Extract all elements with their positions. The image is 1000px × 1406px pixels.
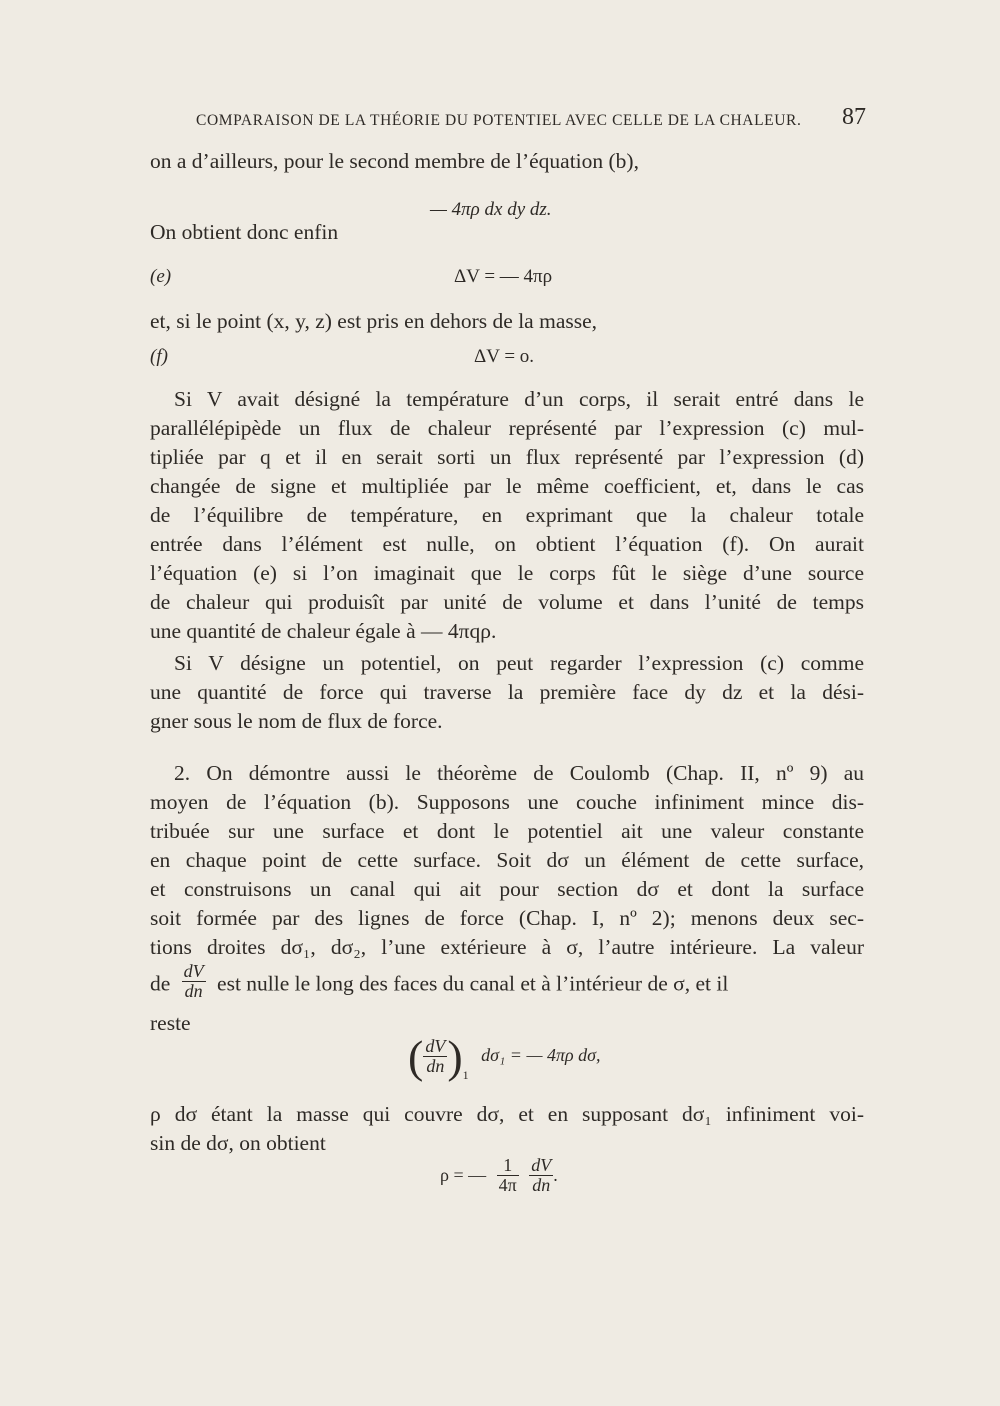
text-line: tions droites dσ₁, dσ₂, l’une extérieure à σ, l’autre intérieure. La valeur	[150, 935, 864, 959]
text-line: Si V avait désigné la température d’un corps, il serait entré dans le	[174, 387, 864, 411]
text-line: soit formée par des lignes de force (Chap. I, nº 2); menons deux sec-	[150, 906, 864, 930]
text-line: parallélépipède un flux de chaleur représenté par l’expression (c) mul-	[150, 416, 864, 440]
running-title: COMPARAISON DE LA THÉORIE DU POTENTIEL AVEC CELLE DE LA CHALEUR.	[196, 112, 802, 129]
text-line: et construisons un canal qui ait pour section dσ et dont la surface	[150, 877, 864, 901]
equation-density: ρ = — $\frac{1}{4\pi}$ $\frac{dV}{dn}$ .	[440, 1155, 558, 1195]
text-line: sin de dσ, on obtient	[150, 1131, 326, 1155]
text-line: tribuée sur une surface et dont le potentiel ait une valeur constante	[150, 819, 864, 843]
text-line: ρ dσ étant la masse qui couvre dσ, et en supposant dσ₁ infiniment voi-	[150, 1102, 864, 1126]
fraction-dv-dn: $\frac{dV}{dn}$	[531, 1155, 552, 1195]
text-line: une quantité de chaleur égale à — 4πqρ.	[150, 619, 497, 643]
text-line: l’équation (e) si l’on imaginait que le corps fût le siège d’une source	[150, 561, 864, 585]
equation-f: ΔV = o.	[474, 346, 535, 367]
text-line: et, si le point (x, y, z) est pris en dehors de la masse,	[150, 309, 598, 333]
equation-e: ΔV = — 4πρ	[454, 266, 553, 287]
text-line: on a d’ailleurs, pour le second membre de l’équation (b),	[150, 149, 639, 173]
text-line: tipliée par q et il en serait sorti un flux représenté par l’expression (d)	[150, 445, 864, 469]
text-line: moyen de l’équation (b). Supposons une couche infiniment mince dis-	[150, 790, 864, 814]
text-line: changée de signe et multipliée par le même coefficient, et, dans le cas	[150, 474, 864, 498]
equation-coulomb: ( $\frac{dV}{dn}$ )$_1$ dσ₁ = — 4πρ dσ,	[408, 1031, 601, 1082]
fraction-dv-dn: $\frac{dV}{dn}$	[425, 1036, 446, 1076]
text-line: On obtient donc enfin	[150, 220, 339, 244]
text-line: gner sous le nom de flux de force.	[150, 709, 443, 733]
text-line: 2. On démontre aussi le théorème de Coulomb (Chap. II, nº 9) au	[174, 761, 864, 785]
text-line: en chaque point de cette surface. Soit dσ un élément de cette surface,	[150, 848, 864, 872]
text-line: de l’équilibre de température, en exprimant que la chaleur totale	[150, 503, 864, 527]
text-line: une quantité de force qui traverse la première face dy dz et la dési-	[150, 680, 864, 704]
equation-label-e: (e)	[150, 266, 172, 287]
text-line: reste	[150, 1011, 191, 1035]
text-line-with-fraction: de $\frac{dV}{dn}$ est nulle le long des faces du canal et à l’intérieur de σ, et il	[150, 961, 729, 1001]
text-line: de chaleur qui produisît par unité de volume et dans l’unité de temps	[150, 590, 864, 614]
text-line: entrée dans l’élément est nulle, on obtient l’équation (f). On aurait	[150, 532, 864, 556]
text-line: Si V désigne un potentiel, on peut regarder l’expression (c) comme	[174, 651, 864, 675]
running-header	[196, 104, 866, 130]
fraction-one-over-four-pi: $\frac{1}{4\pi}$	[498, 1155, 517, 1195]
equation-label-f: (f)	[150, 346, 168, 367]
page-number: 87	[842, 104, 866, 130]
equation: — 4πρ dx dy dz.	[430, 199, 552, 220]
fraction-dv-dn: $\frac{dV}{dn}$	[183, 961, 204, 1001]
